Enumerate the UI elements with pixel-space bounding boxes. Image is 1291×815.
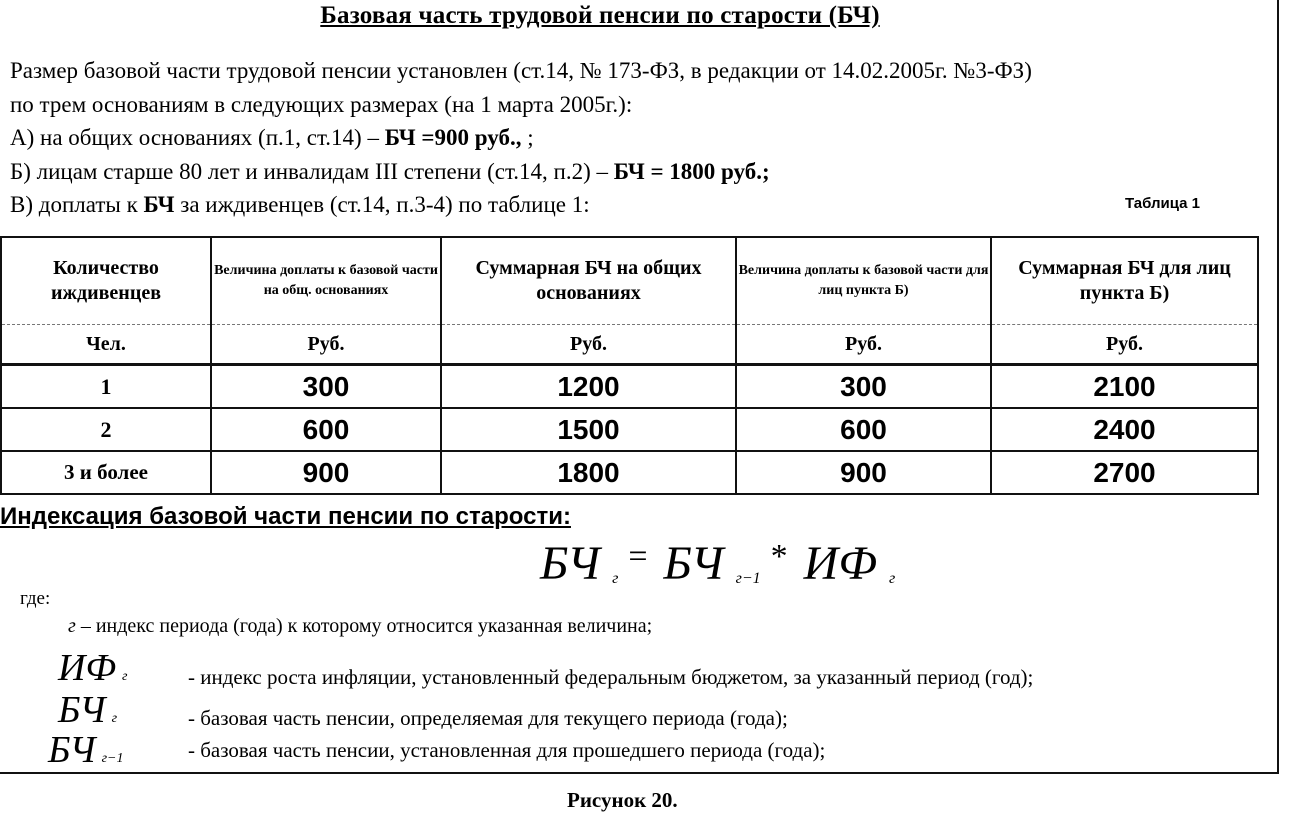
table-row [1,365,1258,409]
table-row [1,451,1258,494]
intro-paragraph [10,54,1270,222]
formula-rhs2-sub: г [888,570,896,587]
formula-lhs: БЧ [540,537,601,590]
header-total-general: Суммарная БЧ на общих основаниях [441,237,736,325]
symbol-if-main: ИФ [58,647,117,689]
header-dependents-count: Количество иждивенцев [1,237,211,325]
intro-line-3-text: А) на общих основаниях (п.1, ст.14) – [10,125,385,150]
intro-line-3 [10,121,1270,155]
unit-cell: Руб. [991,325,1258,365]
indexation-heading: Индексация базовой части пенсии по старости: [0,503,571,530]
table-cell: 2100 [991,365,1258,409]
table-cell: 2 [1,408,211,451]
formula-equals: = [628,538,648,575]
symbol-bch-prev-sub: г−1 [101,751,124,766]
indexation-formula [540,536,901,591]
table-cell: 1800 [441,451,736,494]
intro-line-5-post: за иждивенцев (ст.14, п.3-4) по таблице 1: [174,192,590,217]
symbol-bch [58,688,117,732]
symbol-if [58,646,127,690]
table-cell: 3 и более [1,451,211,494]
header-supplement-group-b: Величина доплаты к базовой части для лиц пункта Б) [736,237,991,325]
unit-cell: Руб. [211,325,441,365]
intro-line-1: Размер базовой части трудовой пенсии установлен (ст.14, № 173-ФЗ, в редакции от 14.02.2005г. №3-ФЗ) [10,58,1032,83]
intro-line-4-text: Б) лицам старше 80 лет и инвалидам III степени (ст.14, п.2) – [10,158,614,184]
definition-g-symbol: г [68,615,76,637]
formula-rhs1-sub: г−1 [735,570,761,587]
intro-line-5-pre: В) доплаты к [10,192,144,217]
formula-lhs-sub: г [612,570,619,587]
table-row [1,408,1258,451]
symbol-bch-prev [48,728,124,772]
definition-bch-prev: - базовая часть пенсии, установленная для прошедшего периода (года); [188,738,826,762]
unit-cell: Руб. [736,325,991,365]
intro-line-2: по трем основаниям в следующих размерах (на 1 марта 2005г.): [10,91,633,117]
intro-line-4-bold: БЧ = 1800 руб.; [613,158,770,184]
header-supplement-general: Величина доплаты к базовой части на общ. основаниях [211,237,441,325]
symbol-bch-prev-main: БЧ [48,729,96,771]
table-caption: Таблица 1 [1125,195,1201,212]
definition-g [68,615,652,638]
formula-rhs2: ИФ [803,537,877,590]
definition-bch: - базовая часть пенсии, определяемая для текущего периода (года); [188,706,788,730]
intro-line-5 [10,188,1270,222]
table-cell: 600 [211,408,441,451]
table-cell: 600 [736,408,991,451]
intro-line-4 [10,155,1270,189]
intro-line-3-bold: БЧ =900 руб., [384,125,522,150]
table-cell: 300 [211,365,441,409]
table-cell: 1200 [441,365,736,409]
symbol-bch-main: БЧ [58,689,106,731]
formula-multiply: * [770,538,788,575]
document-title: Базовая часть трудовой пенсии по старости (БЧ) [320,2,880,29]
figure-caption: Рисунок 20. [567,788,678,812]
table-cell: 900 [211,451,441,494]
symbol-if-sub: г [122,669,128,684]
table-header-row [1,237,1258,325]
table-cell: 1 [1,365,211,409]
table-cell: 2700 [991,451,1258,494]
table-units-row [1,325,1258,365]
table-cell: 300 [736,365,991,409]
formula-rhs1: БЧ [663,537,724,590]
header-total-group-b: Суммарная БЧ для лиц пункта Б) [991,237,1258,325]
unit-cell: Руб. [441,325,736,365]
table-cell: 2400 [991,408,1258,451]
supplements-table [0,236,1259,495]
definition-g-text: – индекс периода (года) к которому относится указанная величина; [75,615,653,637]
where-label: где: [20,588,51,609]
table-cell: 1500 [441,408,736,451]
intro-line-3-tail: ; [521,125,534,150]
table-cell: 900 [736,451,991,494]
symbol-bch-sub: г [111,711,118,726]
unit-cell: Чел. [1,325,211,365]
definition-if: - индекс роста инфляции, установленный федеральным бюджетом, за указанный период (год); [188,665,1034,689]
intro-line-5-bold: БЧ [143,192,175,217]
